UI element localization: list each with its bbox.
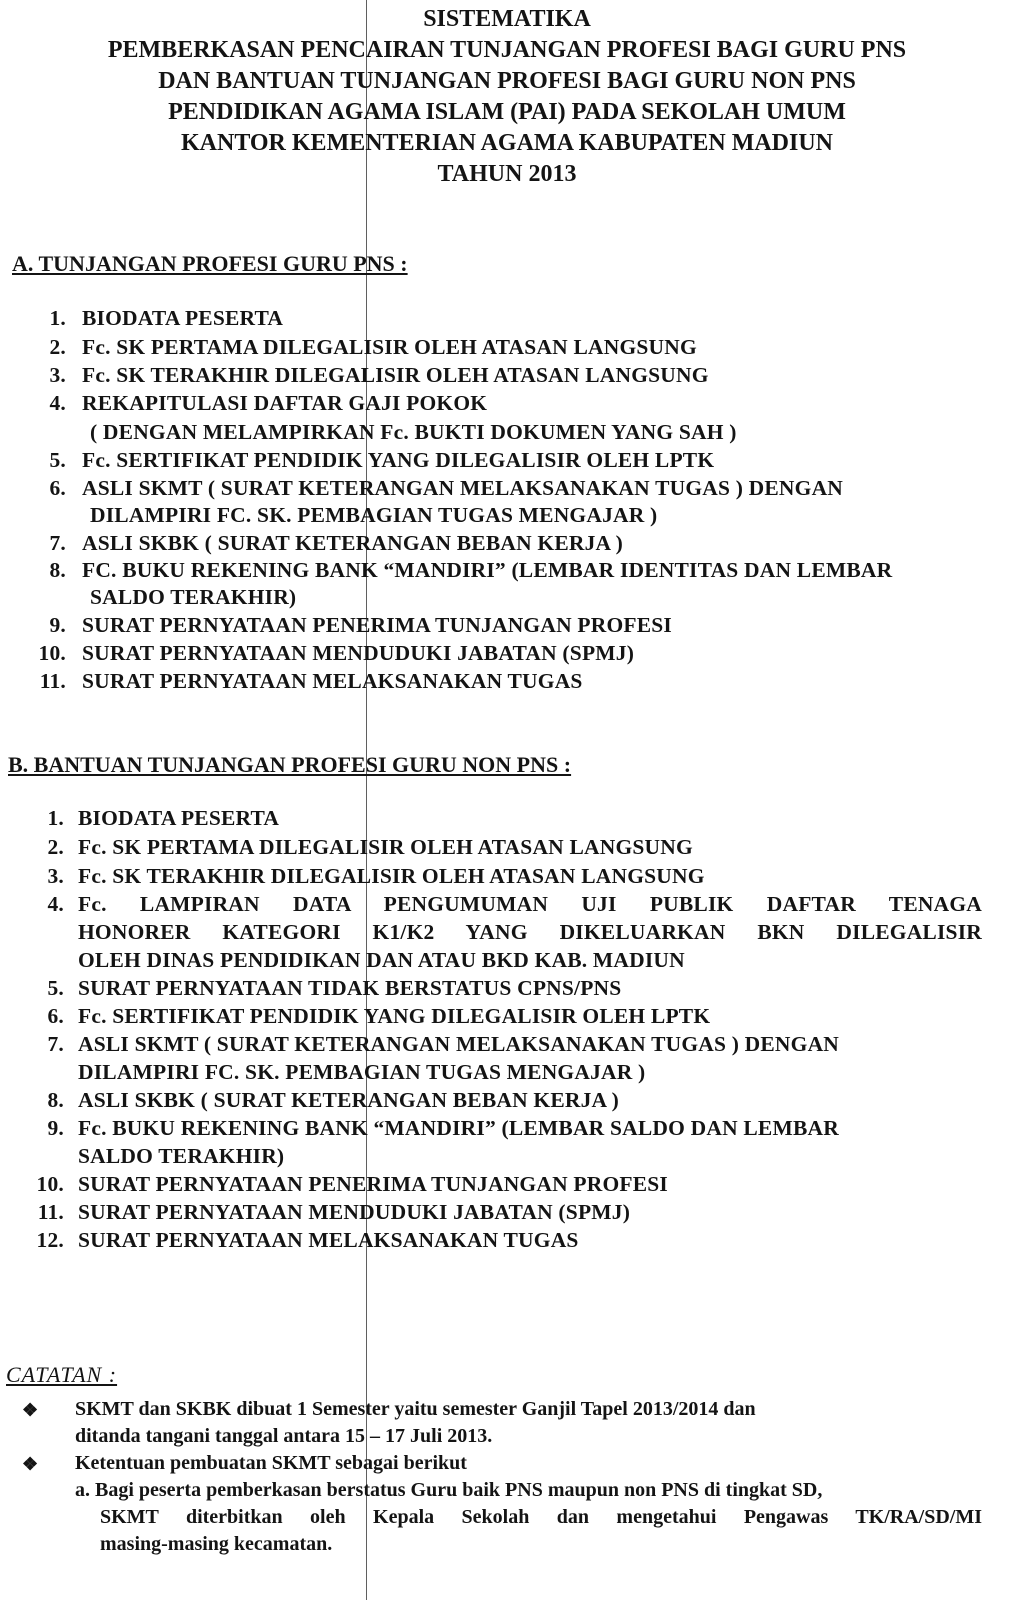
list-item-text: SURAT PERNYATAAN PENERIMA TUNJANGAN PROFESI [78,1172,668,1196]
list-item-text: SURAT PERNYATAAN TIDAK BERSTATUS CPNS/PNS [78,976,622,1000]
note-2-sub-a-line-3: masing-masing kecamatan. [100,1533,333,1555]
list-item-text: DILAMPIRI FC. SK. PEMBAGIAN TUGAS MENGAJAR ) [78,1060,646,1084]
list-item-text: ( DENGAN MELAMPIRKAN Fc. BUKTI DOKUMEN YANG SAH ) [90,420,737,444]
section-a-title: A. TUNJANGAN PROFESI GURU PNS : [12,251,408,276]
note-1-line-2: ditanda tangani tanggal antara 15 – 17 Juli 2013. [75,1425,493,1447]
list-item-number: 5. [47,976,64,1000]
list-item-text: ASLI SKMT ( SURAT KETERANGAN MELAKSANAKAN TUGAS ) DENGAN [82,476,844,500]
list-item-text: Fc. BUKU REKENING BANK “MANDIRI” (LEMBAR SALDO DAN LEMBAR [78,1116,839,1140]
list-item-text: ASLI SKBK ( SURAT KETERANGAN BEBAN KERJA ) [78,1088,620,1112]
list-item-text: DILAMPIRI FC. SK. PEMBAGIAN TUGAS MENGAJAR ) [90,503,658,527]
paper-fold-line [366,0,367,1600]
list-item-text: Fc. SERTIFIKAT PENDIDIK YANG DILEGALISIR OLEH LPTK [82,448,715,472]
list-item-number: 1. [49,306,66,330]
list-item-text: FC. BUKU REKENING BANK “MANDIRI” (LEMBAR IDENTITAS DAN LEMBAR [82,558,893,582]
list-item-number: 11. [39,669,66,693]
list-item-number: 9. [47,1116,64,1140]
header-line-5: KANTOR KEMENTERIAN AGAMA KABUPATEN MADIUN [180,130,834,156]
list-item-number: 12. [36,1228,64,1252]
list-item-text: SALDO TERAKHIR) [78,1144,285,1168]
note-1-line-1: SKMT dan SKBK dibuat 1 Semester yaitu semester Ganjil Tapel 2013/2014 dan [75,1398,756,1420]
list-item-number: 6. [47,1004,64,1028]
list-item-number: 10. [36,1172,64,1196]
list-item-text: SURAT PERNYATAAN MENDUDUKI JABATAN (SPMJ) [82,641,635,665]
list-item-number: 5. [49,448,66,472]
list-item-text: OLEH DINAS PENDIDIKAN DAN ATAU BKD KAB. MADIUN [78,948,685,972]
list-item-number: 1. [47,806,64,830]
list-item-number: 7. [49,531,66,555]
header-line-3: DAN BANTUAN TUNJANGAN PROFESI BAGI GURU NON PNS [158,68,856,94]
list-item-number: 6. [49,476,66,500]
diamond-bullet-icon: ❖ [22,1454,39,1474]
list-item-text: BIODATA PESERTA [82,306,284,330]
note-2: Ketentuan pembuatan SKMT sebagai berikut [75,1452,467,1474]
list-item-number: 7. [47,1032,64,1056]
list-item-text: SURAT PERNYATAAN MENDUDUKI JABATAN (SPMJ) [78,1200,631,1224]
list-item-text: ASLI SKBK ( SURAT KETERANGAN BEBAN KERJA ) [82,531,624,555]
list-item-text: SALDO TERAKHIR) [90,585,297,609]
list-item-text: Fc. SK TERAKHIR DILEGALISIR OLEH ATASAN LANGSUNG [82,363,709,387]
list-item-number: 8. [49,558,66,582]
list-item-text: Fc. LAMPIRAN DATA PENGUMUMAN UJI PUBLIK DAFTAR TENAGA [78,892,982,916]
document-header [0,4,1014,190]
catatan-title: CATATAN : [6,1362,118,1387]
list-item-text: BIODATA PESERTA [78,806,280,830]
list-item-number: 2. [47,835,64,859]
section-b-title: B. BANTUAN TUNJANGAN PROFESI GURU NON PNS : [8,752,572,777]
list-item-number: 9. [49,613,66,637]
header-line-4: PENDIDIKAN AGAMA ISLAM (PAI) PADA SEKOLAH UMUM [168,99,846,125]
header-line-2: PEMBERKASAN PENCAIRAN TUNJANGAN PROFESI BAGI GURU PNS [107,37,907,63]
list-item-text: SURAT PERNYATAAN MELAKSANAKAN TUGAS [82,669,583,693]
header-title: SISTEMATIKA [423,6,591,32]
diamond-bullet-icon: ❖ [22,1400,39,1420]
list-item-text: Fc. SERTIFIKAT PENDIDIK YANG DILEGALISIR OLEH LPTK [78,1004,711,1028]
list-item-number: 3. [47,864,64,888]
list-item-number: 8. [47,1088,64,1112]
list-item-number: 4. [47,892,64,916]
note-2-sub-a-line-2: SKMT diterbitkan oleh Kepala Sekolah dan mengetahui Pengawas TK/RA/SD/MI [100,1506,982,1528]
list-item-number: 2. [49,335,66,359]
list-item-text: HONORER KATEGORI K1/K2 YANG DIKELUARKAN BKN DILEGALISIR [78,920,982,944]
list-item-number: 4. [49,391,66,415]
list-item-text: Fc. SK TERAKHIR DILEGALISIR OLEH ATASAN LANGSUNG [78,864,705,888]
list-item-text: Fc. SK PERTAMA DILEGALISIR OLEH ATASAN LANGSUNG [78,835,693,859]
header-year: TAHUN 2013 [437,161,577,187]
list-item-text: Fc. SK PERTAMA DILEGALISIR OLEH ATASAN LANGSUNG [82,335,697,359]
list-item-number: 10. [38,641,66,665]
list-item-number: 11. [37,1200,64,1224]
list-item-number: 3. [49,363,66,387]
note-2-sub-a-line-1: a. Bagi peserta pemberkasan berstatus Guru baik PNS maupun non PNS di tingkat SD, [75,1479,823,1501]
list-item-text: SURAT PERNYATAAN MELAKSANAKAN TUGAS [78,1228,579,1252]
list-item-text: REKAPITULASI DAFTAR GAJI POKOK [82,391,488,415]
list-item-text: SURAT PERNYATAAN PENERIMA TUNJANGAN PROFESI [82,613,672,637]
list-item-text: ASLI SKMT ( SURAT KETERANGAN MELAKSANAKAN TUGAS ) DENGAN [78,1032,840,1056]
